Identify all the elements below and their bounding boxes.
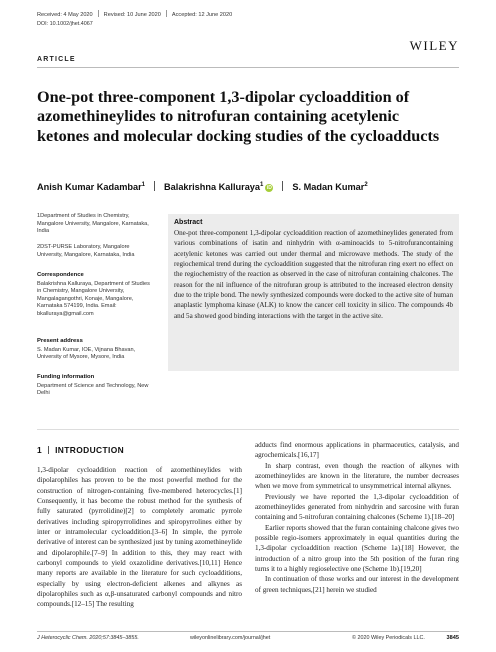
abstract-box xyxy=(168,214,459,371)
intro-paragraph-1: 1,3-dipolar cycloaddition reaction of azomethineylides with dipolarophiles has proven to be the most powerful method for the construction of nitrogen-containing five-membered heterocycles.[1] Consequently, it has become the robust method for the synthesis of fully saturated (pyrrolidine)[2] to completely aromatic pyrrole derivatives including spiropyrrolidines and spiropyrrolines either by inter or intramolecular cycloaddition.[3–6] In simple, the pyrrole derivative of interest can be synthesized just by tuning azomethineylide and dipolarophile.[7–9] In addition to this, they may react with carbonyl compounds to yield oxazolidine derivatives.[10,11] Hence many reports are available in the literature for such cycloadditions, especially by using electron-deficient alkenes and alkynes as dipolarophiles such as α,β-unsaturated carbonyl compounds and nitro compounds.[12–15] The resulting xyxy=(37,466,242,609)
present-address-text: S. Madan Kumar, IOE, Vijnana Bhavan, University of Mysore, Mysore, India xyxy=(37,346,136,361)
author-2[interactable]: Balakrishna Kalluraya$^1$iD xyxy=(164,181,272,192)
received-date: Received: 4 May 2020 xyxy=(37,12,93,18)
revised-date: Revised: 10 June 2020 xyxy=(103,12,161,18)
journal-url[interactable]: wileyonlinelibrary.com/journal/jhet xyxy=(190,635,271,641)
footer-rule xyxy=(37,631,459,632)
funding-text: Department of Science and Technology, New Delhi xyxy=(37,382,149,397)
intro-paragraph-3: Previously we have reported the 1,3-dipolar cycloaddition of azomethineylides generated from ninhydrin and sarcosine with furan containing and 5-nitrofuran containing chalcones (Scheme 1).[18–20] xyxy=(255,492,459,522)
present-address-heading: Present address xyxy=(37,338,83,344)
author-3[interactable]: S. Madan Kumar$^2$ xyxy=(292,181,368,192)
funding-heading: Funding information xyxy=(37,374,95,380)
abstract-heading: Abstract xyxy=(174,219,203,226)
divider xyxy=(154,181,155,191)
divider xyxy=(166,10,167,17)
page-number: 3845 xyxy=(446,635,459,641)
correspondence-heading: Correspondence xyxy=(37,272,84,278)
journal-citation: J Heterocyclic Chem. 2020;57:3845–3855. xyxy=(37,635,139,641)
section-title: INTRODUCTION xyxy=(55,445,125,455)
correspondence-block xyxy=(37,272,155,319)
intro-paragraph-continued: adducts find enormous applications in pharmaceutics, catalysis, and agrochemicals.[16,17] xyxy=(255,441,459,460)
intro-paragraph-4: Earlier reports showed that the furan containing chalcone gives two possible regio-isomers approximately in equal quantities during the 1,3-dipolar cycloaddition reaction (Scheme 1a).[18] However, the introduction of a nitro group into the 5th position of the furan ring turns it to a highly regioselective one (Scheme 1b).[19,20] xyxy=(255,523,459,574)
section-rule xyxy=(37,429,459,430)
doi[interactable]: DOI: 10.1002/jhet.4067 xyxy=(37,21,93,27)
funding-block xyxy=(37,374,155,398)
intro-paragraph-2: In sharp contrast, even though the reaction of alkynes with azomethineylides are known in the literature, the number decreases when we move from symmetrical to unsymmetrical internal alkynes. xyxy=(255,461,459,491)
left-column xyxy=(37,465,242,610)
publisher-logo: WILEY xyxy=(409,38,459,53)
author-list xyxy=(37,181,368,192)
correspondence-text: Balakrishna Kalluraya, Department of Studies in Chemistry, Mangalore University, Mangalagangothri, Konaje, Mangalore, Karnataka 574199, India. Email: bkalluraya@gmail.com xyxy=(37,280,150,317)
affiliation-2: 2DST-PURSE Laboratory, Mangalore University, Mangalore, Karnataka, India xyxy=(37,244,135,258)
article-type-label: ARTICLE xyxy=(37,56,76,63)
abstract-text: One-pot three-component 1,3-dipolar cycloaddition reaction of azomethineylides generated from various combinations of isatin and ninhydrin with α-aminoacids to 5-nitrofurancontaining acetylenic ketones was carried out under thermal and microwave methods. The study of the regiochemical trend during the cycloaddition suggested that the nitrofuran ring exert no effect on the regiochemistry of the reaction as observed in the case of nitrofuran containing chalcones. The reason for the nil influence of the nitrofuran group is attributed to the increased electron density due to the triple bond. The newly synthesized compounds were docked to the active site of human anaplastic lymphoma kinase (ALK) to know the cancer cell toxicity in silico. The compounds 4b and 5a showed good binding interactions with the target in the active site. xyxy=(174,229,453,320)
divider xyxy=(98,10,99,17)
header-rule xyxy=(37,67,459,68)
accepted-date: Accepted: 12 June 2020 xyxy=(171,12,233,18)
divider xyxy=(282,181,283,191)
orcid-icon[interactable]: iD xyxy=(266,185,272,191)
intro-paragraph-5: In continuation of those works and our interest in the development of green techniques,[21] herein we studied xyxy=(255,575,459,594)
paper-title: One-pot three-component 1,3-dipolar cycloaddition of azomethineylides to nitrofuran containing acetylenic ketones and molecular docking studies of the cycloadducts xyxy=(37,88,440,145)
affiliation-1: 1Department of Studies in Chemistry, Mangalore University, Mangalore, Karnataka, India xyxy=(37,213,149,235)
section-heading xyxy=(37,445,124,455)
divider xyxy=(48,446,49,454)
article-dates xyxy=(37,10,232,18)
author-1[interactable]: Anish Kumar Kadambar$^1$ xyxy=(37,181,146,192)
section-number: 1 xyxy=(37,445,43,455)
right-column xyxy=(255,440,459,595)
present-address-block xyxy=(37,338,155,362)
copyright: © 2020 Wiley Periodicals LLC. xyxy=(352,635,425,641)
